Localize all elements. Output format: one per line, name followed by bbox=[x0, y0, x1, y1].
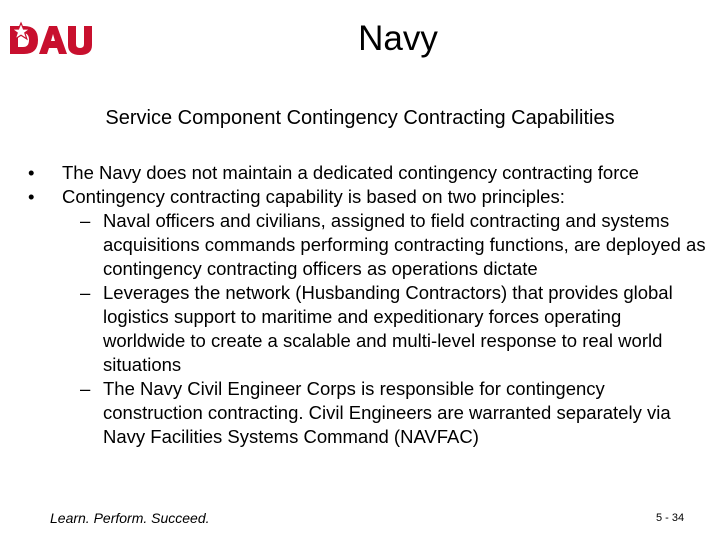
page-number: 5 - 34 bbox=[656, 512, 685, 524]
bullet-item bbox=[28, 185, 708, 209]
bullet-mark: • bbox=[28, 186, 35, 207]
slide-body bbox=[28, 161, 708, 449]
sub-bullet-text: The Navy Civil Engineer Corps is responsible for contingency construction contracting. Civil Engineers are warranted separately via Navy Facilities Systems Command (NAVFAC) bbox=[103, 378, 671, 447]
sub-bullet-mark: – bbox=[80, 282, 91, 303]
sub-bullet-mark: – bbox=[80, 210, 91, 231]
slide-title: Navy bbox=[358, 19, 438, 58]
sub-bullet-mark: – bbox=[80, 378, 91, 399]
sub-bullet-item bbox=[28, 377, 708, 449]
bullet-text: Contingency contracting capability is based on two principles: bbox=[62, 186, 565, 207]
bullet-item bbox=[28, 161, 708, 185]
sub-bullet-text: Leverages the network (Husbanding Contractors) that provides global logistics support to maritime and expeditionary forces operating worldwide to create a scalable and multi-level response to real world situations bbox=[103, 282, 673, 375]
sub-bullet-item bbox=[28, 209, 708, 281]
bullet-mark: • bbox=[28, 162, 35, 183]
footer-tagline: Learn. Perform. Succeed. bbox=[50, 510, 210, 526]
sub-bullet-text: Naval officers and civilians, assigned to field contracting and systems acquisitions commands performing contracting functions, are deployed as contingency contracting officers as operations dictate bbox=[103, 210, 706, 279]
bullet-text: The Navy does not maintain a dedicated contingency contracting force bbox=[62, 162, 639, 183]
sub-bullet-item bbox=[28, 281, 708, 377]
slide-subtitle: Service Component Contingency Contracting Capabilities bbox=[105, 107, 615, 129]
